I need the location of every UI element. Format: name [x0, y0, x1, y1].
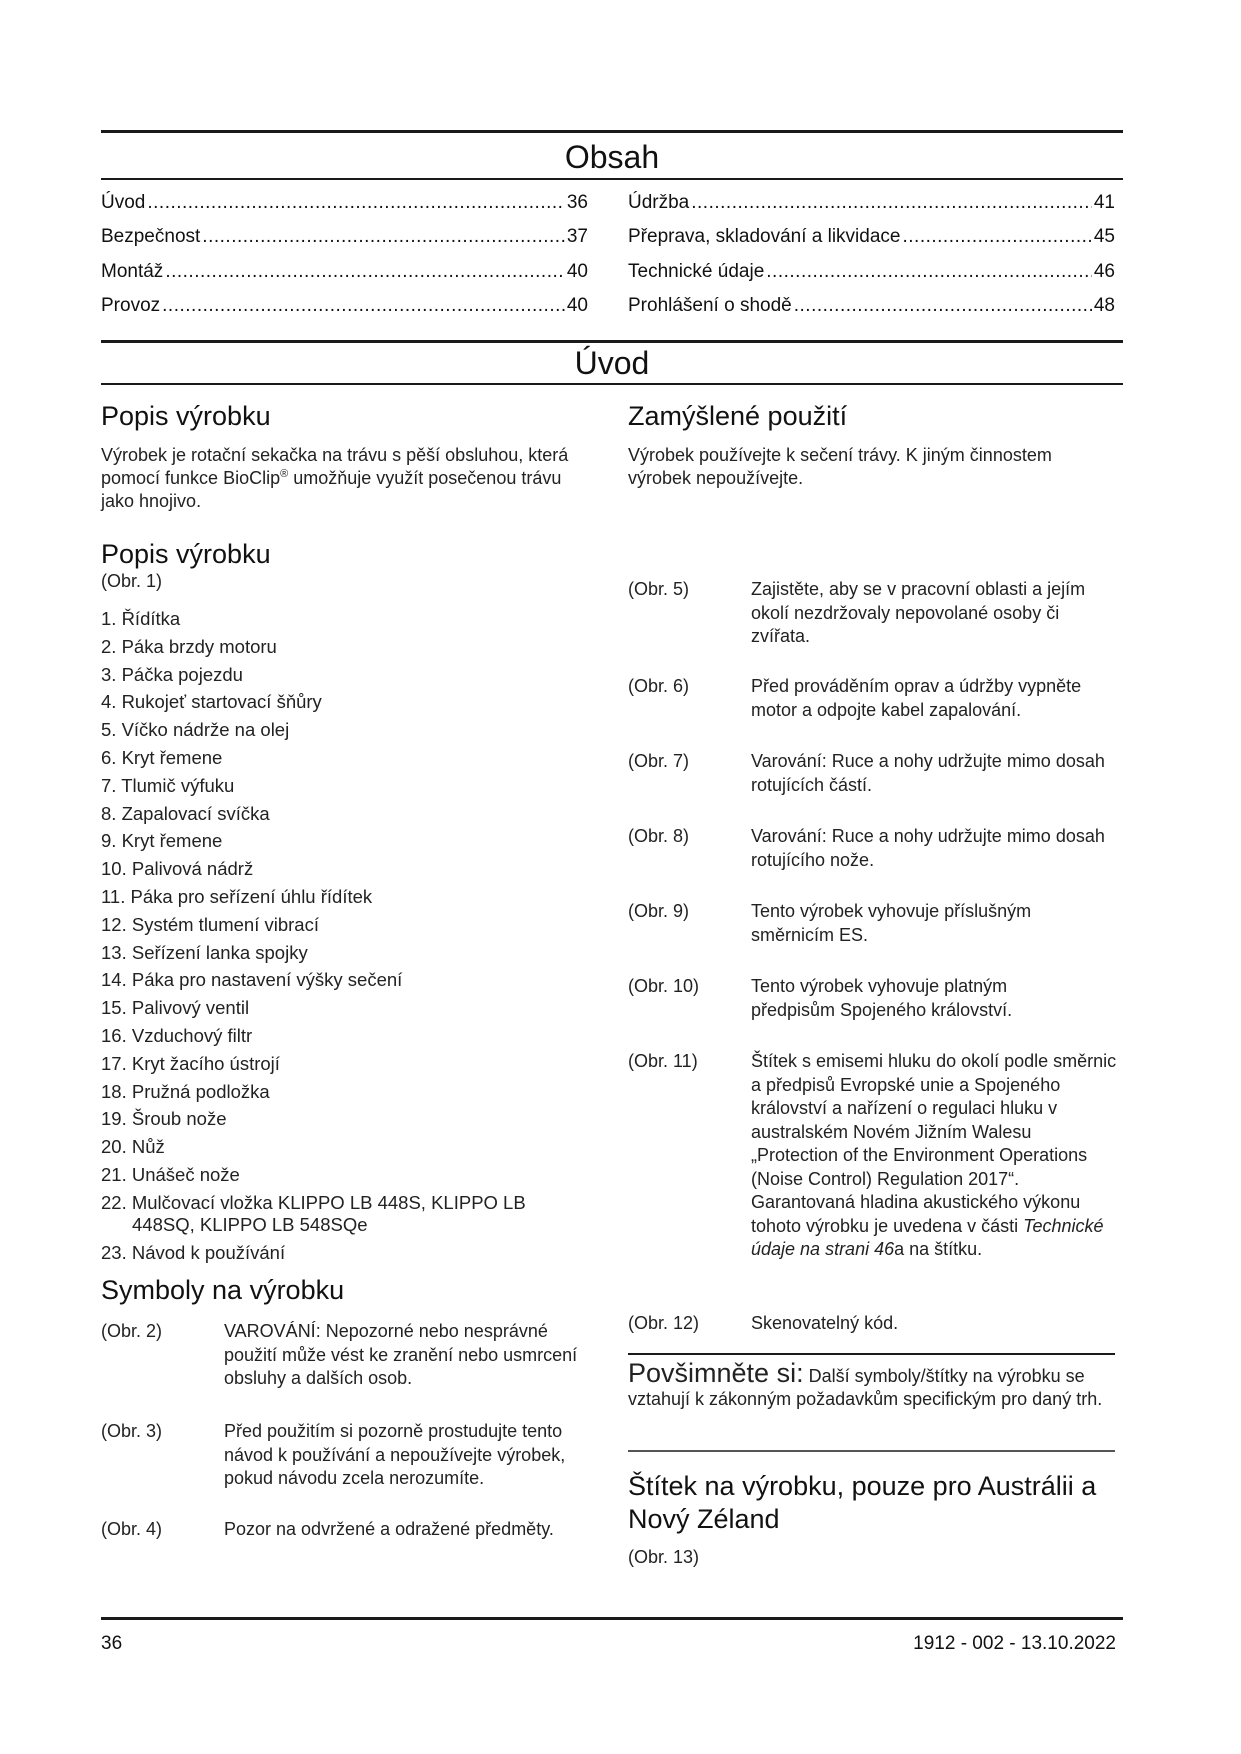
list-item: 4. Rukojeť startovací šňůry [101, 691, 322, 713]
toc-entry-udrzba[interactable]: Údržba ..... 41 [628, 191, 1115, 215]
list-item: 5. Víčko nádrže na olej [101, 719, 290, 741]
stitek-ref: (Obr. 13) [628, 1547, 700, 1567]
list-item: 13. Seřízení lanka spojky [101, 941, 308, 963]
toc-entry-preprava[interactable]: Přeprava, skladování a likvidace ..... 45 [628, 225, 1115, 249]
symbol-entry-8: (Obr. 8) Varování: Ruce a nohy udržujte mimo dosah rotujícího nože. [628, 826, 1105, 870]
footer-rule [101, 1617, 1123, 1620]
list-item: 14. Páka pro nastavení výšky sečení [101, 969, 403, 991]
symboly-heading: Symboly na výrobku [101, 1275, 345, 1305]
toc-title: Obsah [564, 139, 660, 175]
list-item: 8. Zapalovací svíčka [101, 802, 270, 824]
list-item: 17. Kryt žacího ústrojí [101, 1052, 280, 1074]
toc-entry-technicke[interactable]: Technické údaje ..... 46 [628, 260, 1115, 284]
parts-list [101, 608, 581, 1270]
stitek-heading: Štítek na výrobku, pouze pro Austrálii a Nový Zéland [628, 1471, 1097, 1534]
list-item: 23. Návod k používání [101, 1241, 286, 1263]
symbol-entry-5: (Obr. 5) Zajistěte, aby se v pracovní oblasti a jejím okolí nezdržovaly nepovolané osoby či zvířata. [628, 579, 1086, 646]
footer-doc-id: 1912 - 002 - 13.10.2022 [913, 1633, 1116, 1654]
toc-top-rule [101, 130, 1123, 133]
symbol-entry-3: (Obr. 3) Před použitím si pozorně prostudujte tento návod k používání a nepoužívejte výrobek, pokud návodu zcela nerozumíte. [101, 1421, 566, 1488]
section-top-rule [101, 340, 1123, 343]
toc-entry-prohlaseni[interactable]: Prohlášení o shodě ..... 48 [628, 294, 1115, 318]
list-item: 10. Palivová nádrž [101, 858, 254, 880]
list-item: 18. Pružná podložka [101, 1080, 270, 1102]
section-title: Úvod [574, 345, 650, 381]
symbol-entry-6: (Obr. 6) Před prováděním oprav a údržby vypněte motor a odpojte kabel zapalování. [628, 676, 1082, 720]
toc-entry-uvod[interactable]: Úvod ..... 36 [101, 191, 588, 215]
list-item: 2. Páka brzdy motoru [101, 635, 277, 657]
popis2-ref: (Obr. 1) [101, 571, 163, 591]
zamyslene-heading: Zamýšlené použití [628, 401, 848, 431]
list-item: 3. Páčka pojezdu [101, 663, 243, 685]
toc-entry-bezpecnost[interactable]: Bezpečnost ..... 37 [101, 225, 588, 249]
list-item: 22. Mulčovací vložka KLIPPO LB 448S, KLIPPO LB 448SQ, KLIPPO LB 548SQe [101, 1191, 526, 1235]
list-item: 15. Palivový ventil [101, 997, 250, 1019]
list-item: 12. Systém tlumení vibrací [101, 913, 319, 935]
symbol-entry-12: (Obr. 12) Skenovatelný kód. [628, 1313, 899, 1333]
symbol-entry-11: (Obr. 11) Štítek s emisemi hluku do okolí podle směrnic a předpisů Evropské unie a Spojeného království a nařízení o regulaci hluku v australském Novém Jižním Walesu „Protection of the Environment Operations (Noise Control) Regulation 2017“. Garantovaná hladina akustického výkonu tohoto výrobku je uvedena v části Technické údaje na strani 46a na štítku. [628, 1051, 1117, 1259]
toc-entry-provoz[interactable]: Provoz ..... 40 [101, 294, 588, 318]
toc-title-rule [101, 178, 1123, 180]
popis2-heading: Popis výrobku [101, 539, 271, 569]
list-item: 21. Unášeč nože [101, 1163, 240, 1185]
symbol-entry-10: (Obr. 10) Tento výrobek vyhovuje platným předpisům Spojeného království. [628, 976, 1013, 1020]
zamyslene-text: Výrobek používejte k sečení trávy. K jiným činnostem výrobek nepoužívejte. [628, 445, 1052, 488]
popis-text: Výrobek je rotační sekačka na trávu s pěší obsluhou, která pomocí funkce BioClip® umožňuje využít posečenou trávu jako hnojivo. [101, 445, 569, 511]
list-item: 19. Šroub nože [101, 1108, 227, 1130]
note-top-rule [628, 1353, 1115, 1355]
note: Povšimněte si: Další symboly/štítky na výrobku se vztahují k zákonným požadavkům specifickým pro daný trh. [628, 1358, 1103, 1409]
list-item: 16. Vzduchový filtr [101, 1024, 253, 1046]
note-bottom-rule [628, 1450, 1115, 1452]
popis-heading: Popis výrobku [101, 401, 271, 431]
symbol-entry-9: (Obr. 9) Tento výrobek vyhovuje příslušným směrnicím ES. [628, 901, 1032, 945]
symbol-entry-4: (Obr. 4) Pozor na odvržené a odražené předměty. [101, 1519, 554, 1539]
toc-entry-montaz[interactable]: Montáž ..... 40 [101, 260, 588, 284]
list-item: 11. Páka pro seřízení úhlu řídítek [101, 885, 373, 907]
list-item: 20. Nůž [101, 1136, 165, 1158]
symbol-entry-2: (Obr. 2) VAROVÁNÍ: Nepozorné nebo nesprávné použití může vést ke zranění nebo usmrcení obsluhy a dalších osob. [101, 1321, 578, 1388]
list-item: 6. Kryt řemene [101, 746, 223, 768]
section-title-rule [101, 383, 1123, 385]
list-item: 9. Kryt řemene [101, 830, 223, 852]
list-item: 7. Tlumič výfuku [101, 774, 235, 796]
list-item: 1. Řídítka [101, 608, 181, 629]
symbol-entry-7: (Obr. 7) Varování: Ruce a nohy udržujte mimo dosah rotujících částí. [628, 751, 1105, 795]
footer-page-number: 36 [101, 1633, 123, 1654]
